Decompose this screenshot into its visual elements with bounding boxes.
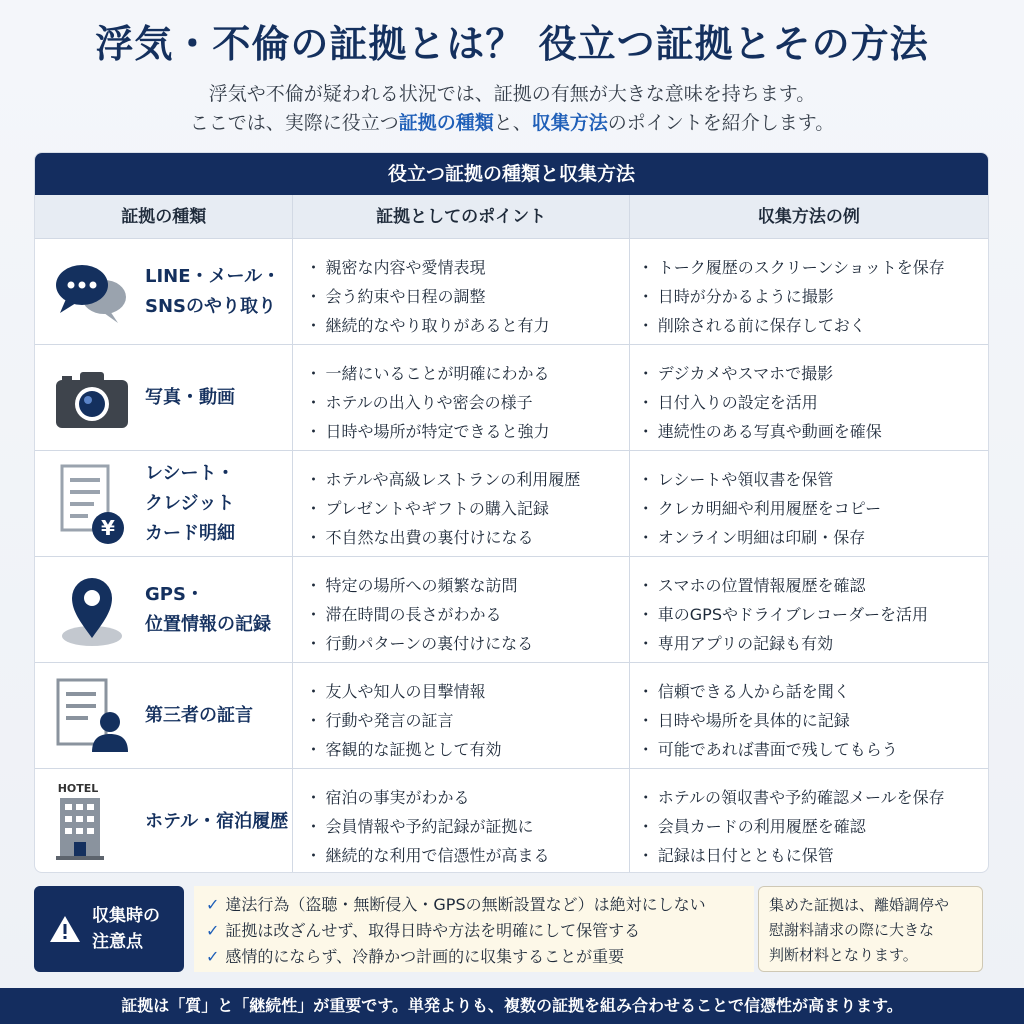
witness-document-icon (49, 673, 135, 759)
evidence-type-label: ホテル・宿泊履歴 (145, 811, 289, 832)
bullet-item: ・ 行動パターンの裏付けになる (325, 629, 628, 658)
caution-list (194, 886, 754, 972)
bullet-item: ・ 行動や発言の証言 (325, 706, 628, 735)
table-title: 役立つ証拠の種類と収集方法 (35, 153, 988, 195)
evidence-type-label: GPS・ 位置情報の記録 (145, 583, 271, 635)
bullet-item: ・ プレゼントやギフトの購入記録 (325, 494, 628, 523)
evidence-type-label: 第三者の証言 (145, 704, 253, 726)
methods-list (630, 663, 988, 764)
methods-cell (630, 451, 988, 556)
check-icon: ✓ (206, 947, 220, 966)
evidence-table (34, 152, 989, 873)
table-row (35, 769, 988, 873)
highlight-evidence-types: 証拠の種類 (398, 112, 494, 134)
page-title: 浮気・不倫の証拠とは？ 役立つ証拠とその方法 (95, 21, 929, 66)
methods-list (630, 557, 988, 658)
note-box: 集めた証拠は、離婚調停や 慰謝料請求の際に大きな 判断材料となります。 (758, 886, 983, 972)
points-list (293, 345, 628, 446)
table-body (35, 239, 988, 873)
bullet-item: ・ 日付入りの設定を活用 (658, 388, 988, 417)
evidence-type-label: 写真・動画 (145, 386, 235, 408)
svg-text:HOTEL: HOTEL (57, 782, 99, 795)
bullet-item: ・ 日時や場所を具体的に記録 (658, 706, 988, 735)
caution-item-text: 証拠は改ざんせず、取得日時や方法を明確にして保管する (225, 921, 641, 940)
bullet-item: ・ 日時が分かるように撮影 (658, 282, 988, 311)
points-cell (293, 557, 629, 662)
bullet-item: ・ トーク履歴のスクリーンショットを保存 (658, 253, 988, 282)
evidence-type-cell (35, 557, 293, 662)
caution-label: 収集時の 注意点 (92, 906, 160, 952)
table-header-row (35, 195, 988, 239)
lead-text-segment: ここでは、実際に役立つ (189, 112, 399, 134)
bullet-item: ・ 友人や知人の目撃情報 (325, 677, 628, 706)
bullet-item: ・ ホテルの領収書や予約確認メールを保存 (658, 783, 988, 812)
warning-icon (48, 914, 82, 944)
methods-cell (630, 239, 988, 344)
evidence-type-label: レシート・ クレジット カード明細 (145, 462, 235, 544)
check-icon: ✓ (206, 895, 220, 914)
location-pin-icon (49, 567, 135, 653)
bullet-item: ・ 連続性のある写真や動画を確保 (658, 417, 988, 446)
methods-list (630, 769, 988, 870)
caution-item (206, 944, 754, 970)
bullet-item: ・ 特定の場所への頻繁な訪問 (325, 571, 628, 600)
bullet-item: ・ 会員カードの利用履歴を確認 (658, 812, 988, 841)
bullet-item: ・ 一緒にいることが明確にわかる (325, 359, 628, 388)
methods-cell (630, 557, 988, 662)
table-row (35, 345, 988, 451)
points-list (293, 663, 628, 764)
points-cell (293, 239, 629, 344)
hotel-building-icon (49, 779, 135, 865)
evidence-type-cell (35, 451, 293, 556)
check-icon: ✓ (206, 921, 220, 940)
lead-text-segment: と、 (493, 112, 532, 134)
points-list (293, 239, 628, 340)
bullet-item: ・ 会員情報や予約記録が証拠に (325, 812, 628, 841)
points-list (293, 451, 628, 552)
methods-list (630, 345, 988, 446)
bullet-item: ・ 信頼できる人から話を聞く (658, 677, 988, 706)
column-header: 証拠の種類 (35, 195, 293, 238)
evidence-type-cell (35, 769, 293, 873)
bullet-item: ・ ホテルや高級レストランの利用履歴 (325, 465, 628, 494)
bullet-item: ・ 会う約束や日程の調整 (325, 282, 628, 311)
table-row (35, 239, 988, 345)
lead-text-segment: のポイントを紹介します。 (607, 112, 835, 134)
evidence-type-cell (35, 345, 293, 450)
bullet-item: ・ 削除される前に保存しておく (658, 311, 988, 340)
bullet-item: ・ 専用アプリの記録も有効 (658, 629, 988, 658)
svg-text:¥: ¥ (101, 515, 115, 540)
methods-cell (630, 663, 988, 768)
caution-item-text: 違法行為（盗聴・無断侵入・GPSの無断設置など）は絶対にしない (225, 895, 706, 914)
table-row (35, 663, 988, 769)
methods-cell (630, 769, 988, 873)
table-row (35, 451, 988, 557)
caution-item (206, 892, 754, 918)
bullet-item: ・ 客観的な証拠として有効 (325, 735, 628, 764)
footer-banner: 証拠は「質」と「継続性」が重要です。単発よりも、複数の証拠を組み合わせることで信憑性が高まります。 (0, 988, 1024, 1024)
receipt-yen-icon (49, 461, 135, 547)
bullet-item: ・ 継続的なやり取りがあると有力 (325, 311, 628, 340)
bullet-item: ・ 日時や場所が特定できると強力 (325, 417, 628, 446)
table-row (35, 557, 988, 663)
highlight-collection-methods: 収集方法 (531, 112, 608, 134)
points-cell (293, 663, 629, 768)
methods-cell (630, 345, 988, 450)
bullet-item: ・ クレカ明細や利用履歴をコピー (658, 494, 988, 523)
caution-item-text: 感情的にならず、冷静かつ計画的に収集することが重要 (225, 947, 625, 966)
bullet-item: ・ 不自然な出費の裏付けになる (325, 523, 628, 552)
lead-line-2 (0, 109, 1024, 138)
bullet-item: ・ スマホの位置情報履歴を確認 (658, 571, 988, 600)
bullet-item: ・ レシートや領収書を保管 (658, 465, 988, 494)
evidence-type-cell (35, 239, 293, 344)
bullet-item: ・ 可能であれば書面で残してもらう (658, 735, 988, 764)
caution-label-box (34, 886, 184, 972)
evidence-type-cell (35, 663, 293, 768)
points-list (293, 769, 628, 870)
lead-line-1: 浮気や不倫が疑われる状況では、証拠の有無が大きな意味を持ちます。 (208, 83, 816, 105)
methods-list (630, 239, 988, 340)
methods-list (630, 451, 988, 552)
camera-icon (49, 355, 135, 441)
lead-text (0, 80, 1024, 138)
bullet-item: ・ 滞在時間の長さがわかる (325, 600, 628, 629)
column-header: 証拠としてのポイント (293, 195, 629, 238)
bullet-item: ・ 宿泊の事実がわかる (325, 783, 628, 812)
bullet-item: ・ オンライン明細は印刷・保存 (658, 523, 988, 552)
bullet-item: ・ 親密な内容や愛情表現 (325, 253, 628, 282)
chat-bubbles-icon (49, 249, 135, 335)
bullet-item: ・ デジカメやスマホで撮影 (658, 359, 988, 388)
bullet-item: ・ 継続的な利用で信憑性が高まる (325, 841, 628, 870)
points-cell (293, 451, 629, 556)
caution-item (206, 918, 754, 944)
bullet-item: ・ 記録は日付とともに保管 (658, 841, 988, 870)
points-cell (293, 769, 629, 873)
evidence-type-label: LINE・メール・ SNSのやり取り (145, 265, 281, 317)
points-list (293, 557, 628, 658)
bullet-item: ・ ホテルの出入りや密会の様子 (325, 388, 628, 417)
points-cell (293, 345, 629, 450)
column-header: 収集方法の例 (757, 207, 860, 227)
bullet-item: ・ 車のGPSやドライブレコーダーを活用 (658, 600, 988, 629)
